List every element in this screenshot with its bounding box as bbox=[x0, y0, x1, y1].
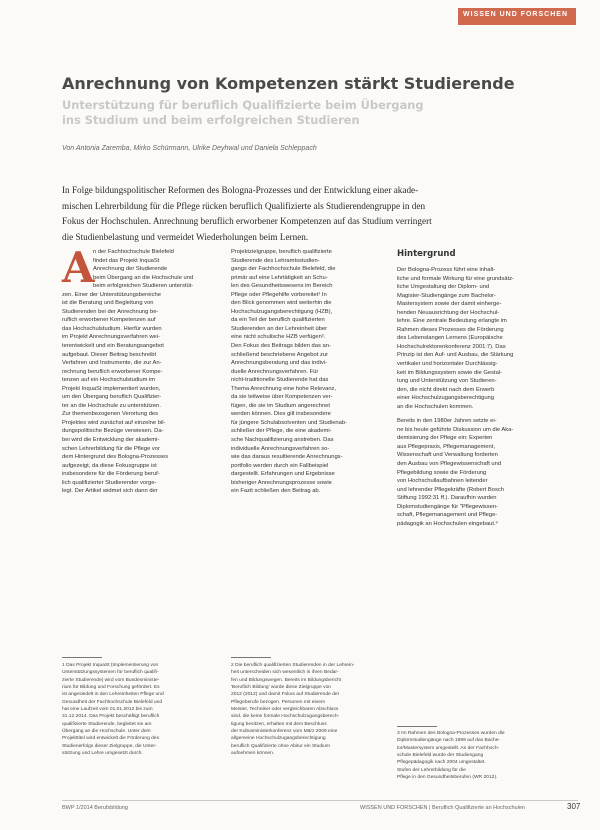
text-line: Magister-Studiengänge zum Bachelor- bbox=[397, 292, 496, 299]
text-line: terentwickelt und ein Beratungsangebot bbox=[62, 343, 164, 350]
text-line: da ein Teil der beruflich qualifizierten bbox=[231, 317, 325, 324]
text-line: das Hochschulstudium. Hierfür wurden bbox=[62, 325, 162, 332]
text-line: Den Fokus des Beitrags bilden das an- bbox=[231, 343, 331, 350]
text-line: fügen, die sie im Studium angerechnet bbox=[231, 402, 330, 409]
text-line: schule Bielefeld wurde der Studiengang bbox=[397, 753, 484, 759]
text-line: werden können. Dies gilt insbesondere bbox=[231, 411, 331, 418]
section-heading: Hintergrund bbox=[397, 249, 456, 259]
text-line: ne bis heute geführte Diskussion um die Aka- bbox=[397, 426, 514, 433]
subtitle-line: ins Studium und beim erfolgreichen Studieren bbox=[62, 113, 360, 127]
text-line: dargestellt. Erfahrungen und Ergebnisse bbox=[231, 471, 335, 478]
text-line: im Projekt Anrechnungsverfahren wei- bbox=[62, 334, 160, 341]
section-bar bbox=[458, 8, 576, 25]
text-line: zierte Studierende) wird vom Bundesministe- bbox=[62, 677, 160, 683]
text-line: Wissenschaft und Verwaltung forderten bbox=[397, 452, 498, 459]
text-line: Übergang an die Hochschule. Unter dem bbox=[62, 729, 151, 735]
text-line: len des Gesundheitswesens im Bereich bbox=[231, 283, 333, 290]
text-line: Pflege oder Pflegehilfe vorbereitet¹ In bbox=[231, 291, 327, 298]
text-line: stützung und Lehre umgesetzt durch. bbox=[62, 751, 143, 757]
text-line: vertikaler und horizontaler Durchlässig- bbox=[397, 361, 498, 368]
text-line: der Kultusministerkonferenz vom März 2009 eine bbox=[231, 729, 338, 735]
text-line: den Ausbau von Pflegewissenschaft und bbox=[397, 461, 502, 468]
text-line: dem Hintergrund des Bologna-Prozesses bbox=[62, 454, 169, 461]
text-line: Pflegeberufe bezogen. Personen mit einem bbox=[231, 699, 326, 705]
body-column-2 bbox=[231, 248, 385, 496]
text-line: tigung besitzen, erhalten mit dem Beschluss bbox=[231, 721, 327, 727]
footnote-1 bbox=[62, 662, 216, 757]
text-line: ist die Beratung und Begleitung von bbox=[62, 300, 154, 307]
text-line: Projekt InquaSt implementiert wurden, bbox=[62, 385, 161, 392]
text-line: und lehrender Pflegekräfte (Robert Bosch bbox=[397, 486, 504, 493]
text-line: einer Hochschulzugangsberechtigung bbox=[397, 395, 495, 402]
abstract-line: In Folge bildungspolitischer Reformen des Bologna-Prozesses und der Entwicklung einer akade- bbox=[62, 185, 419, 195]
text-line: ruflich erworbener Kompetenzen auf bbox=[62, 317, 156, 324]
text-line: Mastersystem sowie der damit einherge- bbox=[397, 301, 502, 308]
text-line: um den Übergang beruflich Qualifizier- bbox=[62, 394, 162, 401]
text-line: Projektzielgruppe, beruflich qualifizierte bbox=[231, 249, 332, 255]
text-line: schließend beschriebene Angebot zur bbox=[231, 351, 329, 358]
text-line: findet das Projekt InquaSt bbox=[93, 257, 160, 264]
text-line: zen. Einer der Unterstützungsbereiche bbox=[62, 291, 161, 298]
text-line: nicht-traditionelle Studierende hat das bbox=[231, 377, 329, 384]
text-line: sche Nachqualifizierung anstreben. Das bbox=[231, 437, 334, 444]
text-line: von Hochschullaufbahnen leitender bbox=[397, 478, 488, 485]
text-line: Anrechnung der Studierende bbox=[93, 266, 168, 273]
text-line: lich qualifizierter Studierender vorge- bbox=[62, 479, 157, 486]
text-line: primär auf eine Lehrtätigkeit an Schu- bbox=[231, 274, 328, 281]
text-line: aufgebaut. Dieser Beitrag beschreibt bbox=[62, 351, 157, 358]
footer-rule bbox=[62, 800, 578, 801]
text-line: Anrechnungsberatung und das indivi- bbox=[231, 360, 328, 367]
text-line: ein Fazit schließen den Beitrag ab. bbox=[231, 488, 321, 495]
text-line: Diplomstudiengänge für "Pflegewissen- bbox=[397, 503, 498, 510]
text-line: Prinzip ist den Auf- und Ausbau, die Stärkung bbox=[397, 352, 514, 359]
text-line: keit im Bildungssystem sowie die Gestal- bbox=[397, 369, 503, 376]
text-line: Unterstützungssystemen für beruflich qualifi- bbox=[62, 670, 159, 676]
text-line: lehre. Eine zentrale Bedeutung erlangte im bbox=[397, 318, 507, 325]
text-line: Zur themenbezogenen Verortung des bbox=[62, 411, 159, 418]
text-line: 31.12.2014. Das Projekt beschäftigt beruflich bbox=[62, 714, 160, 720]
text-line: 3 Im Rahmen des Bologna-Prozesses wurden die bbox=[397, 731, 505, 736]
text-line: beim erfolgreichen Studieren unterstüt- bbox=[93, 283, 194, 290]
text-line: fen und Bildungswegen. Bereits im Bildungsbericht bbox=[231, 677, 342, 683]
text-line: 2 Die beruflich qualifizierten Studierenden in der Lehrein- bbox=[231, 663, 355, 668]
text-line: Gesundheit der Fachhochschule Bielefeld und bbox=[62, 699, 163, 705]
text-line: Thema Anrechnung eine hohe Relevanz, bbox=[231, 385, 337, 392]
text-line: Diplomstudiengänge nach 1999 auf das Bache- bbox=[397, 738, 501, 744]
text-line: an die Hochschulen kommen. bbox=[397, 403, 474, 410]
text-line: Pflege in den Gesundheitsberufen (WR 2012). bbox=[397, 775, 498, 781]
abstract-line: mischen Lehrerbildung für die Pflege rücken beruflich Qualifizierte als Studierendengruppe in den bbox=[62, 200, 426, 211]
text-line: duelle Anrechnungsverfahren. Für bbox=[231, 368, 319, 375]
article-subtitle bbox=[62, 98, 542, 128]
body-column-1 bbox=[62, 243, 216, 496]
text-line: bei wird die Entwicklung der akademi- bbox=[62, 437, 160, 444]
text-line: allgemeine Hochschulzugangsberechtigung bbox=[231, 736, 326, 742]
text-line: individuelle Anrechnungsverfahren so- bbox=[231, 445, 330, 452]
article-authors: Von Antonia Zaremba, Mirko Schürmann, Ulrike Deyhwal und Daniela Schleppach bbox=[62, 145, 317, 152]
footnote-rule bbox=[62, 657, 102, 658]
text-line: den Blick genommen wird weiterhin die bbox=[231, 300, 332, 307]
text-line: tung und Unterstützung von Studieren- bbox=[397, 378, 497, 385]
text-line: ist angesiedelt in den Lehreinheiten Pflege und bbox=[62, 692, 164, 698]
text-line: rium für Bildung und Forschung gefördert. Es bbox=[62, 685, 160, 691]
text-line: bisheriger Anrechnungsprozesse sowie bbox=[231, 479, 332, 486]
text-line: Studierenden bei der Anrechnung be- bbox=[62, 308, 159, 315]
text-line: Stiftung 1992:31 ff.). Daraufhin wurden bbox=[397, 495, 497, 502]
text-line: tenzen auf ein Hochschulstudium im bbox=[62, 377, 156, 384]
text-line: 'Beruflich Bildung' wurde diese Zielgruppe von bbox=[231, 685, 332, 691]
text-line: lor/Mastersystem umgestellt. An der Fachhoch- bbox=[397, 745, 500, 751]
text-line: schaft, Pflegemanagement und Pflege- bbox=[397, 512, 498, 519]
text-line: Projekttitel wird entwickelt die Förderung des bbox=[62, 736, 160, 742]
text-line: schließer der Pflege, die eine akademi- bbox=[231, 428, 332, 435]
text-line: den, die nicht direkt nach dem Erwerb bbox=[397, 386, 495, 393]
abstract-line: Fokus der Hochschulen. Anrechnung beruflich erworbener Kompetenzen auf das Studium verringert bbox=[62, 216, 432, 226]
text-line: n der Fachhochschule Bielefeld bbox=[93, 249, 174, 255]
text-line: aufnehmen können. bbox=[231, 751, 275, 757]
text-line: eine nicht schulische HZB verfügen². bbox=[231, 334, 326, 341]
text-line: Projektes wird zunächst auf einzelne bil- bbox=[62, 419, 166, 426]
text-line: hat eine Laufzeit vom 01.01.2012 bis zum bbox=[62, 707, 153, 713]
text-line: wie das daraus resultierende Anrechnungs- bbox=[231, 454, 343, 461]
text-line: Hochschulrektorenkonferenz 2001:7). Das bbox=[397, 343, 506, 350]
text-line: qualifizierte Studierende, begleitet sie am bbox=[62, 721, 152, 727]
footnote-rule bbox=[231, 657, 271, 658]
text-line: demisierung der Pflege ein: Experten bbox=[397, 435, 493, 442]
text-line: da sie teilweise über Kompetenzen ver- bbox=[231, 394, 333, 401]
footer-section: WISSEN UND FORSCHEN | Beruflich Qualifizierte an Hochschulen bbox=[360, 805, 525, 811]
text-line: ter an die Hochschule zu unterstützen. bbox=[62, 402, 161, 409]
footer-journal: BWP 1/2014 Berufsbildung bbox=[62, 805, 128, 811]
text-line: legt. Der Artikel widmet sich dann der bbox=[62, 488, 158, 495]
text-line: Hochschulzugangsberechtigung (HZB), bbox=[231, 308, 333, 315]
footnote-2 bbox=[231, 662, 385, 757]
text-line: Rahmen dieses Prozesses die Förderung bbox=[397, 326, 504, 333]
text-line: liche Umgestaltung der Diplom- und bbox=[397, 284, 490, 291]
text-line: Studierenden an der Lehreinheit über bbox=[231, 325, 328, 332]
text-line: portfolio werden durch ein Fallbeispiel bbox=[231, 462, 329, 469]
text-line: Verfahren und Instrumente, die zur An- bbox=[62, 360, 162, 367]
text-line: für jüngere Schulabsolventen und Studienab- bbox=[231, 419, 348, 426]
text-line: Meister, Techniker oder vergleichbaren Abschluss bbox=[231, 707, 339, 713]
page-number: 307 bbox=[567, 802, 581, 811]
text-line: insbesondere für die Förderung beruf- bbox=[62, 471, 160, 478]
text-line: liche und formale Wirkung für eine grundsätz- bbox=[397, 275, 514, 282]
text-line: Studienerfolgs dieser Zielgruppe, die Unter- bbox=[62, 743, 157, 749]
footnote-rule bbox=[397, 726, 437, 727]
text-line: pädagogik an Hochschulen eingebaut.³ bbox=[397, 520, 498, 527]
abstract-line: die Studienbelastung und vermeidet Wiederholungen beim Lernen. bbox=[62, 231, 309, 242]
text-line: Der Bologna-Prozess führt eine inhalt- bbox=[397, 267, 496, 273]
text-line: Bereits in den 1980er Jahren setzte ei- bbox=[397, 418, 497, 425]
text-line: beruflich Qualifizierte ohne Abitur ein Studium bbox=[231, 743, 330, 749]
body-column-3 bbox=[397, 248, 551, 528]
footnote-3 bbox=[397, 730, 551, 781]
text-line: 1 Das Projekt InquaSt (Implementierung von bbox=[62, 663, 159, 668]
drop-cap: A bbox=[62, 243, 95, 292]
text-line: Pflegepädagogik nach 2004 umgestaltet. bbox=[397, 760, 486, 766]
text-line: aufgezeigt, da diese Fokusgruppe ist bbox=[62, 462, 157, 469]
text-line: heit unterscheiden sich wesentlich in ihren Bedar- bbox=[231, 670, 339, 676]
text-line: Studierende des Lehramtsstudien- bbox=[231, 257, 320, 264]
section-label: WISSEN UND FORSCHEN bbox=[463, 11, 568, 18]
text-line: Stufen der Lehrerbildung für die bbox=[397, 767, 466, 773]
text-line: des Lebenslangen Lernens (Europäische bbox=[397, 335, 503, 342]
text-line: 2012 (2012) und damit Fokus auf Studierende der bbox=[231, 692, 340, 698]
text-line: beim Übergang an die Hochschule und bbox=[93, 274, 194, 281]
text-line: rechnung beruflich erworbener Kompe- bbox=[62, 368, 163, 375]
text-line: sind, die keine formale Hochschulzugangsberech- bbox=[231, 714, 340, 720]
text-line: schen Lehrerbildung für die Pflege vor bbox=[62, 445, 160, 452]
text-line: gangs der Fachhochschule Bielefeld, die bbox=[231, 266, 336, 273]
article-abstract bbox=[62, 183, 554, 245]
subtitle-line: Unterstützung für beruflich Qualifizierte beim Übergang bbox=[62, 98, 424, 112]
article-title: Anrechnung von Kompetenzen stärkt Studierende bbox=[62, 74, 515, 93]
text-line: dungspolitische Bezüge verwiesen. Da- bbox=[62, 428, 164, 435]
text-line: Pflegebildung sowie die Förderung bbox=[397, 469, 487, 476]
text-line: aus Pflegepraxis, Pflegemanagement, bbox=[397, 443, 495, 450]
text-line: henden Neuausrichtung der Hochschul- bbox=[397, 309, 500, 316]
